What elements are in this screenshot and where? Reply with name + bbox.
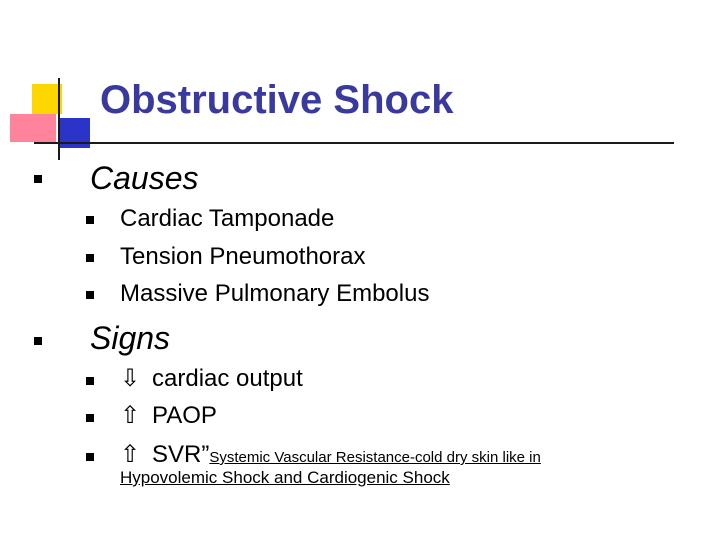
causes-heading: Causes <box>90 160 199 196</box>
sign-item-2-text: PAOP <box>152 402 217 429</box>
svr-explanation-note-line2: Hypovolemic Shock and Cardiogenic Shock <box>120 468 450 487</box>
logo-pink-square <box>10 114 56 142</box>
up-arrow-icon: ⇧ <box>120 402 141 429</box>
bullet-square-icon <box>86 453 94 461</box>
signs-heading: Signs <box>90 320 171 356</box>
corner-logo-graphic <box>0 0 110 170</box>
bullet-square-icon <box>86 377 94 385</box>
bullet-square-icon <box>86 216 94 224</box>
bullet-square-icon <box>34 337 42 345</box>
cause-item-1: Cardiac Tamponade <box>120 205 335 232</box>
up-arrow-icon: ⇧ <box>120 441 141 468</box>
title-underline-divider <box>34 142 674 144</box>
cause-item-3: Massive Pulmonary Embolus <box>120 280 430 307</box>
down-arrow-icon: ⇩ <box>120 365 141 392</box>
cause-item-2: Tension Pneumothorax <box>120 243 366 270</box>
logo-vertical-line <box>58 78 60 160</box>
sign-item-1 <box>120 364 303 393</box>
sign-item-3 <box>120 440 541 469</box>
bullet-square-icon <box>86 254 94 262</box>
sign-item-1-text: cardiac output <box>152 365 303 392</box>
bullet-square-icon <box>86 291 94 299</box>
bullet-square-icon <box>86 414 94 422</box>
bullet-square-icon <box>34 175 42 183</box>
sign-item-3-text: SVR” <box>152 441 210 468</box>
slide-title: Obstructive Shock <box>100 78 454 122</box>
sign-item-2 <box>120 401 217 430</box>
svr-explanation-note: Systemic Vascular Resistance-cold dry skin like in <box>209 449 541 466</box>
